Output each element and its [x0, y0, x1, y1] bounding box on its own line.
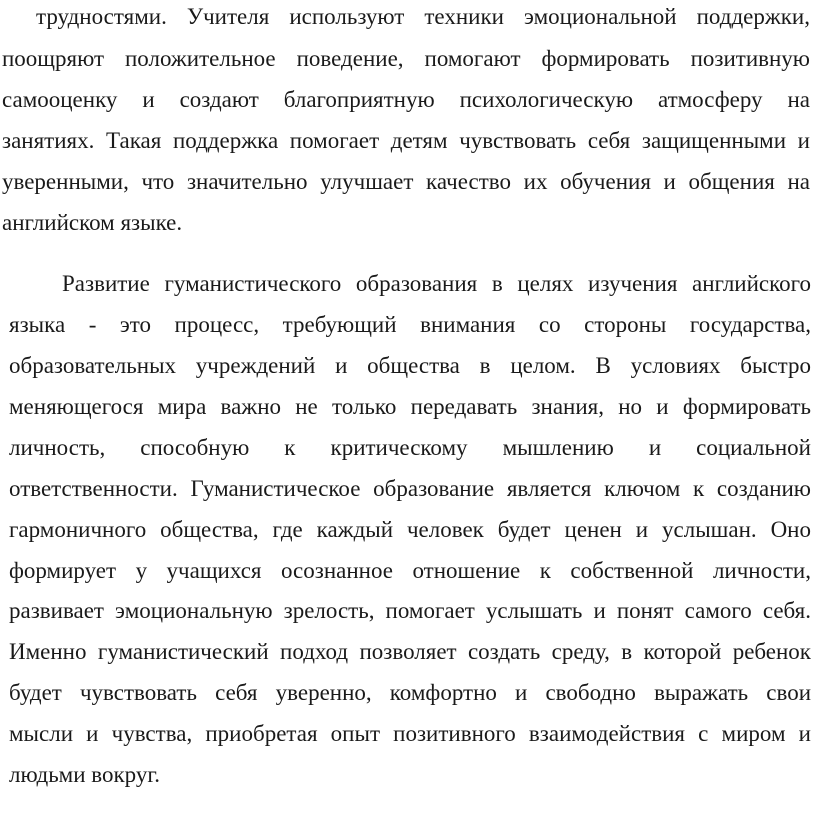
paragraph-line: занятиях. Такая поддержка помогает детям чувствовать себя защищенными и	[2, 128, 810, 153]
paragraph-line: самооценку и создают благоприятную психологическую атмосферу на	[2, 87, 810, 112]
paragraph-line: личность, способную к критическому мышлению и социальной	[9, 435, 811, 460]
paragraph-line: образовательных учреждений и общества в целом. В условиях быстро	[9, 353, 811, 378]
paragraph-line: Именно гуманистический подход позволяет создать среду, в которой ребенок	[9, 639, 811, 664]
paragraph-line: людьми вокруг.	[9, 762, 160, 787]
paragraph-line: английском языке.	[2, 210, 183, 235]
paragraph-line: ответственности. Гуманистическое образование является ключом к созданию	[9, 476, 811, 501]
paragraph-line: будет чувствовать себя уверенно, комфортно и свободно выражать свои	[9, 680, 811, 705]
paragraph-line: языка - это процесс, требующий внимания со стороны государства,	[9, 312, 811, 337]
paragraph-line: развивает эмоциональную зрелость, помогает услышать и понят самого себя.	[9, 598, 811, 623]
paragraph-line: трудностями. Учителя используют техники эмоциональной поддержки,	[36, 4, 810, 29]
paragraph-line: поощряют положительное поведение, помогают формировать позитивную	[2, 46, 810, 71]
paragraph-line: меняющегося мира важно не только передавать знания, но и формировать	[9, 394, 811, 419]
paragraph-line: Развитие гуманистического образования в целях изучения английского	[62, 271, 811, 296]
paragraph-line: формирует у учащихся осознанное отношение к собственной личности,	[9, 558, 811, 583]
paragraph-line: гармоничного общества, где каждый человек будет ценен и услышан. Оно	[9, 517, 811, 542]
paragraph-line: уверенными, что значительно улучшает качество их обучения и общения на	[2, 169, 810, 194]
paragraph-line: мысли и чувства, приобретая опыт позитивного взаимодействия с миром и	[9, 721, 811, 746]
